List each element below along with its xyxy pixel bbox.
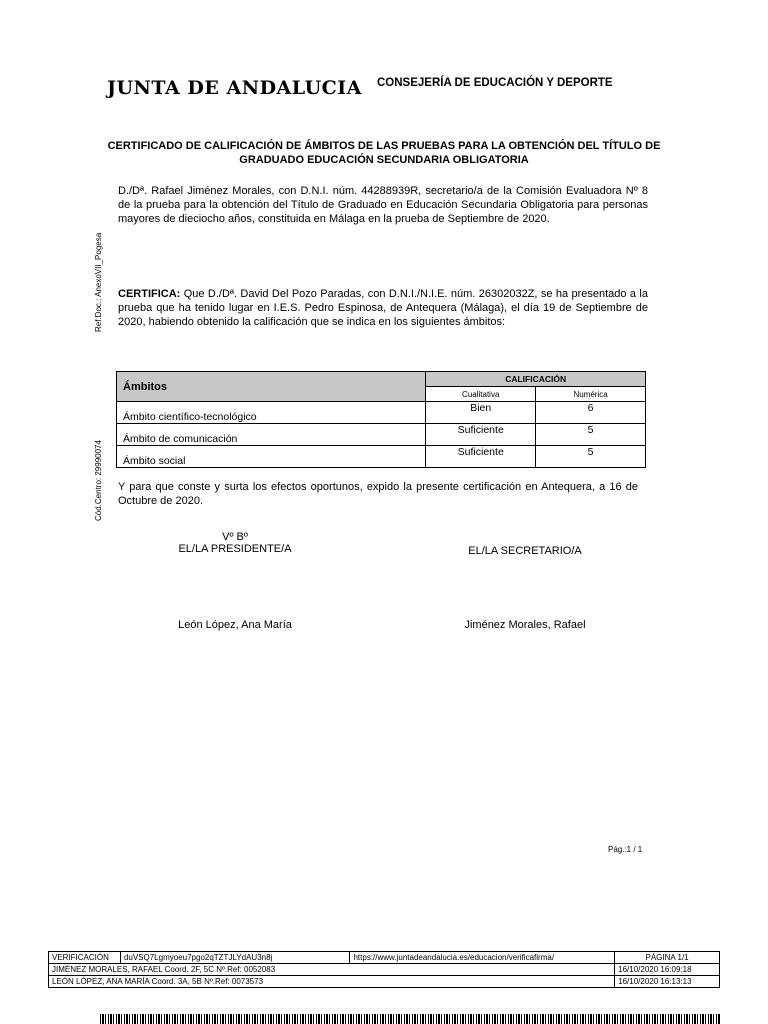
table-row — [117, 446, 646, 468]
ambito-name: Ámbito científico-tecnológico — [117, 402, 426, 424]
ambitos-header: Ámbitos — [117, 372, 426, 402]
closing-paragraph: Y para que conste y surta los efectos oportunos, expido la presente certificación en Antequera, a 16 de Octubre de 2020. — [118, 481, 638, 507]
cualitativa-header: Cualitativa — [426, 387, 536, 402]
document-title — [100, 139, 668, 167]
ambito-name: Ámbito social — [117, 446, 426, 468]
verificacion-code: duVSQ7Lgmyoeu7pgo2qTZTJLYdAU3n8j — [120, 952, 350, 964]
presidente-name: León López, Ana María — [178, 619, 292, 631]
presidente-title: EL/LA PRESIDENTE/A — [178, 543, 292, 555]
certifica-paragraph — [118, 287, 648, 329]
ambito-name: Ámbito de comunicación — [117, 424, 426, 446]
cod-centro-label: Cód.Centro: 29990074 — [94, 440, 103, 521]
signer-2: LEÓN LÓPEZ, ANA MARÍA Coord. 3A, 5B Nº.Ref: 0073573 — [49, 976, 615, 988]
verificacion-label: VERIFICACIÓN — [49, 952, 121, 964]
verification-footer — [48, 951, 720, 988]
numerica-value: 5 — [536, 446, 646, 468]
ref-doc-label: Ref.Doc.: AnexoVII_Pogesa — [94, 232, 103, 332]
signer-2-date: 16/10/2020 16:13:13 — [615, 976, 720, 988]
signer-1: JIMÉNEZ MORALES, RAFAEL Coord. 2F, 5C Nº.Ref: 0052083 — [49, 964, 615, 976]
cualitativa-value: Suficiente — [426, 424, 536, 446]
certifica-text: Que D./Dª. David Del Pozo Paradas, con D.N.I./N.I.E. núm. 26302032Z, se ha presentado a la prueba que ha tenido lugar en I.E.S. Pedro Espinosa, de Antequera (Málaga), el día 19 de Septiembre de 2020, habiendo obtenido la calificación que se indica en los siguientes ámbitos: — [118, 288, 648, 328]
verification-barcode — [100, 1014, 720, 1024]
department-heading: CONSEJERÍA DE EDUCACIÓN Y DEPORTE — [377, 77, 613, 89]
pagina-label: PÁGINA 1/1 — [615, 952, 720, 964]
numerica-value: 6 — [536, 402, 646, 424]
ambitos-table — [116, 371, 646, 468]
certifica-label: CERTIFICA: — [118, 288, 181, 300]
title-line-2: GRADUADO EDUCACIÓN SECUNDARIA OBLIGATORIA — [239, 154, 529, 166]
page-number: Pág.:1 / 1 — [608, 845, 643, 854]
cualitativa-value: Bien — [426, 402, 536, 424]
verificacion-url[interactable]: https://www.juntadeandalucia.es/educacion/verificafirma/ — [350, 952, 615, 964]
numerica-value: 5 — [536, 424, 646, 446]
table-row — [117, 424, 646, 446]
title-line-1: CERTIFICADO DE CALIFICACIÓN DE ÁMBITOS DE LAS PRUEBAS PARA LA OBTENCIÓN DEL TÍTULO DE — [107, 140, 661, 152]
calificacion-header: CALIFICACIÓN — [426, 372, 646, 387]
numerica-header: Numérica — [536, 387, 646, 402]
presidente-signature-block — [160, 531, 310, 555]
signer-1-date: 16/10/2020 16:09:18 — [615, 964, 720, 976]
junta-de-andalucia-logo: JUNTA DE ANDALUCIA — [107, 77, 362, 99]
cualitativa-value: Suficiente — [426, 446, 536, 468]
vobo-label: Vº Bº — [222, 531, 248, 543]
secretario-title: EL/LA SECRETARIO/A — [468, 545, 582, 557]
table-row — [117, 402, 646, 424]
secretario-name: Jiménez Morales, Rafael — [464, 619, 586, 631]
intro-paragraph: D./Dª. Rafael Jiménez Morales, con D.N.I. núm. 44288939R, secretario/a de la Comisión Evaluadora Nº 8 de la prueba para la obtención del Título de Graduado en Educación Secundaria Obligatoria para personas mayores de dieciocho años, constituida en Málaga en la prueba de Septiembre de 2020. — [118, 185, 648, 225]
